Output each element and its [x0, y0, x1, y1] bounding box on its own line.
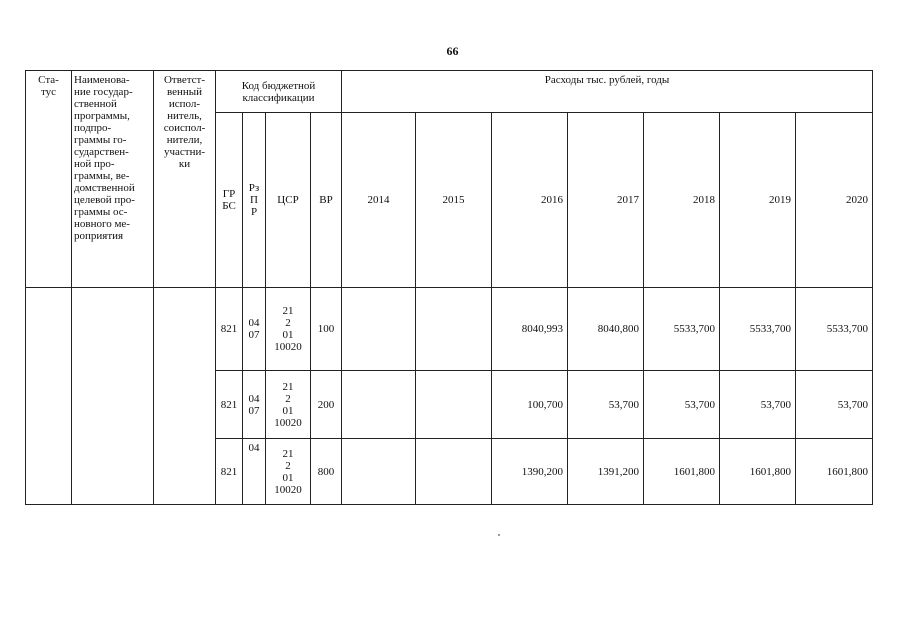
name-header: Наименова- ние государ- ственной программы, подпро- граммы го- сударствен- ной про- граммы, ве- домственной целевой про- граммы ос- новного ме- роприятия [72, 71, 154, 288]
vr-cell: 800 [311, 439, 342, 505]
value-cell: 5533,700 [644, 288, 720, 371]
value-cell: 53,700 [644, 371, 720, 439]
value-cell: 1601,800 [644, 439, 720, 505]
value-cell: 8040,800 [568, 288, 644, 371]
grbs-cell: 821 [216, 439, 243, 505]
vr-cell: 200 [311, 371, 342, 439]
value-cell: 8040,993 [492, 288, 568, 371]
value-cell: 1390,200 [492, 439, 568, 505]
value-cell [342, 371, 416, 439]
rzpr-cell: 04 07 [243, 288, 266, 371]
value-cell: 53,700 [720, 371, 796, 439]
value-cell: 1601,800 [796, 439, 873, 505]
scan-speck [498, 534, 500, 536]
grbs-cell: 821 [216, 371, 243, 439]
grbs-cell: 821 [216, 288, 243, 371]
csr-header: ЦСР [266, 113, 311, 288]
executor-header: Ответст- венный испол- нитель, соиспол- нители, участни- ки [154, 71, 216, 288]
table-row [26, 288, 873, 371]
vr-header: ВР [311, 113, 342, 288]
value-cell: 1601,800 [720, 439, 796, 505]
name-cell [72, 288, 154, 505]
page-number: 66 [446, 44, 459, 58]
csr-cell: 21 2 01 10020 [266, 439, 311, 505]
year-header: 2018 [644, 113, 720, 288]
csr-cell: 21 2 01 10020 [266, 371, 311, 439]
value-cell [416, 439, 492, 505]
budget-table [25, 70, 873, 505]
grbs-header: ГР БС [216, 113, 243, 288]
year-header: 2014 [342, 113, 416, 288]
year-header: 2020 [796, 113, 873, 288]
value-cell: 5533,700 [796, 288, 873, 371]
value-cell: 53,700 [796, 371, 873, 439]
year-header: 2017 [568, 113, 644, 288]
executor-cell [154, 288, 216, 505]
value-cell [416, 288, 492, 371]
year-header: 2019 [720, 113, 796, 288]
vr-cell: 100 [311, 288, 342, 371]
expenses-header: Расходы тыс. рублей, годы [342, 71, 873, 113]
value-cell: 53,700 [568, 371, 644, 439]
year-header: 2015 [416, 113, 492, 288]
value-cell [342, 288, 416, 371]
value-cell [416, 371, 492, 439]
value-cell: 1391,200 [568, 439, 644, 505]
header-row-top [26, 71, 873, 113]
value-cell: 100,700 [492, 371, 568, 439]
status-cell [26, 288, 72, 505]
year-header: 2016 [492, 113, 568, 288]
status-header: Ста- тус [26, 71, 72, 288]
rzpr-cell: 04 07 [243, 371, 266, 439]
rzpr-header: Рз П Р [243, 113, 266, 288]
csr-cell: 21 2 01 10020 [266, 288, 311, 371]
value-cell [342, 439, 416, 505]
rzpr-cell: 04 [243, 439, 266, 505]
value-cell: 5533,700 [720, 288, 796, 371]
budget-code-header: Код бюджетной классификации [216, 71, 342, 113]
